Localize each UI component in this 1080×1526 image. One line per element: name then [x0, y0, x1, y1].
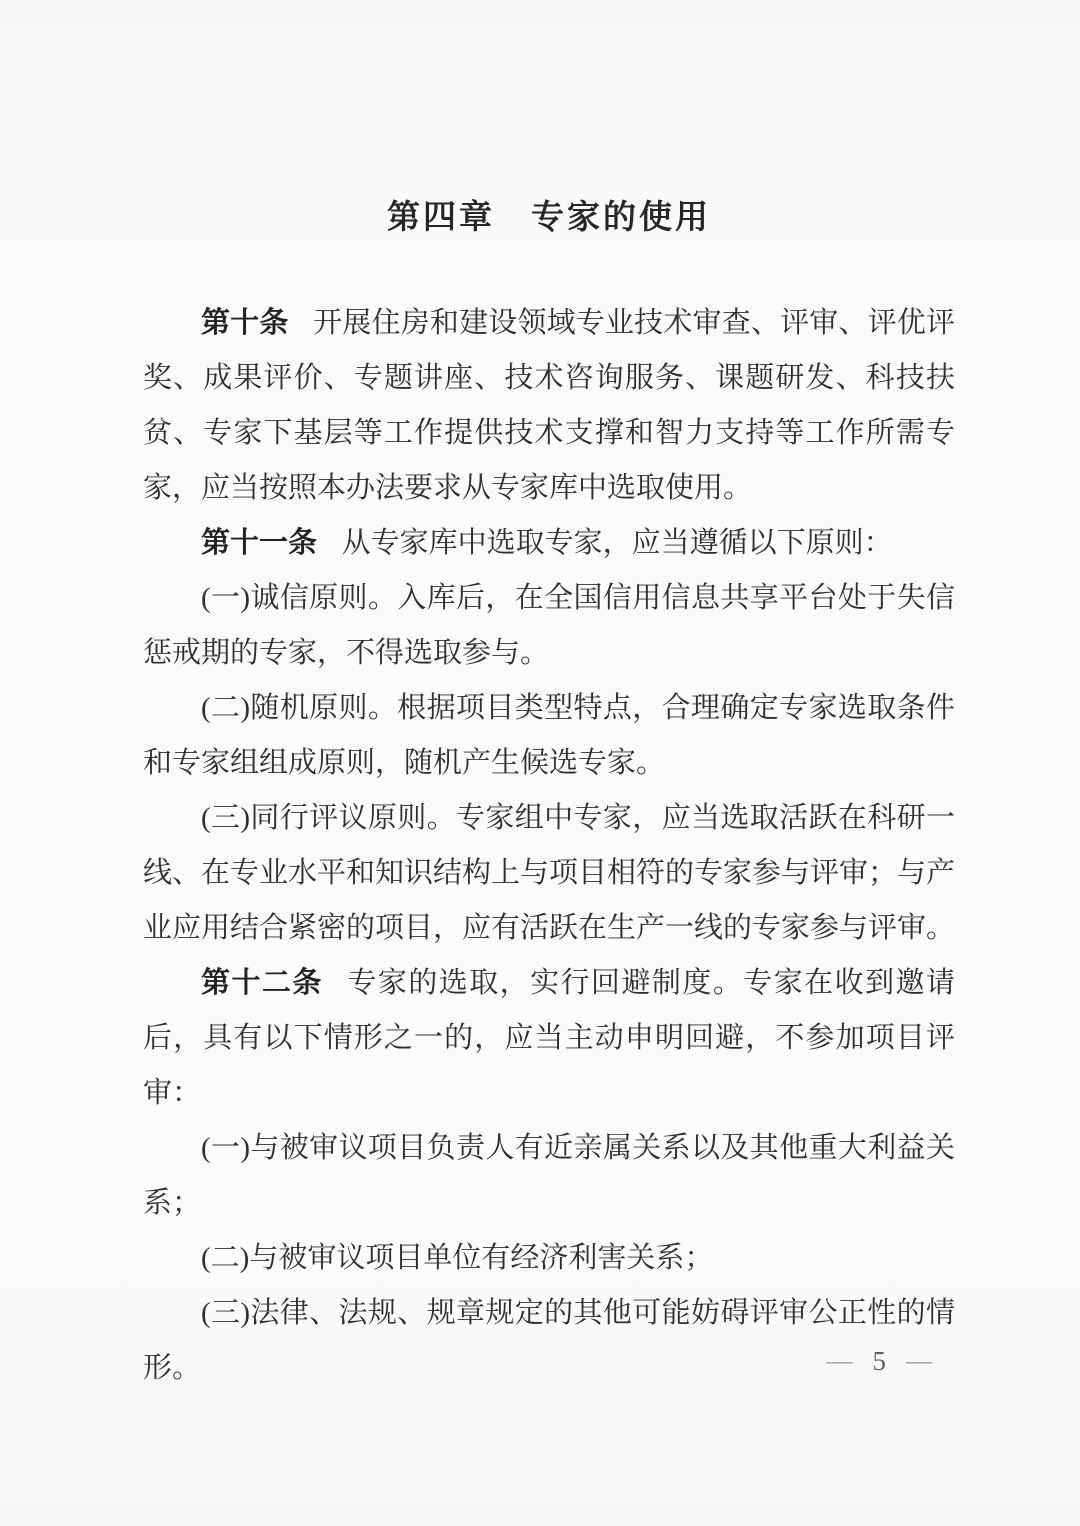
paragraph-text: 从专家库中选取专家，应当遵循以下原则：	[341, 527, 893, 559]
paragraph-item-3	[143, 791, 955, 956]
article-number: 第十一条	[201, 527, 318, 559]
paragraph-text: (二)与被审议项目单位有经济利害关系；	[201, 1242, 714, 1274]
paragraph-text: (一)诚信原则。入库后，在全国信用信息共享平台处于失信惩戒期的专家，不得选取参与。	[143, 582, 955, 669]
article-number: 第十二条	[201, 967, 323, 999]
paragraph-text: (三)同行评议原则。专家组中专家，应当选取活跃在科研一线、在专业水平和知识结构上与项目相符的专家参与评审；与产业应用结合紧密的项目，应有活跃在生产一线的专家参与评审。	[143, 802, 956, 944]
page-number: 5	[872, 1346, 886, 1376]
paragraph-item-1b	[143, 1121, 955, 1231]
paragraph-text: 开展住房和建设领域专业技术审查、评审、评优评奖、成果评价、专题讲座、技术咨询服务、课题研发、科技扶贫、专家下基层等工作提供技术支撑和智力支持等工作所需专家，应当按照本办法要求从专家库中选取使用。	[143, 307, 955, 504]
page-footer	[827, 1344, 933, 1378]
footer-dash-right: —	[906, 1346, 932, 1375]
paragraph-item-3b	[143, 1286, 955, 1396]
paragraph-item-2	[143, 681, 955, 791]
paragraph-article-11	[143, 516, 955, 571]
paragraph-article-10	[143, 296, 955, 516]
paragraph-text: (一)与被审议项目负责人有近亲属关系以及其他重大利益关系；	[143, 1132, 955, 1219]
chapter-heading: 第四章 专家的使用	[387, 200, 711, 236]
paragraph-text: (三)法律、法规、规章规定的其他可能妨碍评审公正性的情形。	[143, 1297, 955, 1384]
paragraph-text: (二)随机原则。根据项目类型特点，合理确定专家选取条件和专家组组成原则，随机产生候选专家。	[143, 692, 955, 779]
footer-dash-left: —	[826, 1346, 853, 1375]
article-number: 第十条	[201, 307, 289, 339]
paragraph-text: 专家的选取，实行回避制度。专家在收到邀请后，具有以下情形之一的，应当主动申明回避，不参加项目评审：	[143, 967, 955, 1109]
document-body	[143, 296, 955, 1396]
paragraph-item-1	[143, 571, 955, 681]
paragraph-item-2b	[143, 1231, 955, 1286]
paragraph-article-12	[143, 956, 955, 1121]
